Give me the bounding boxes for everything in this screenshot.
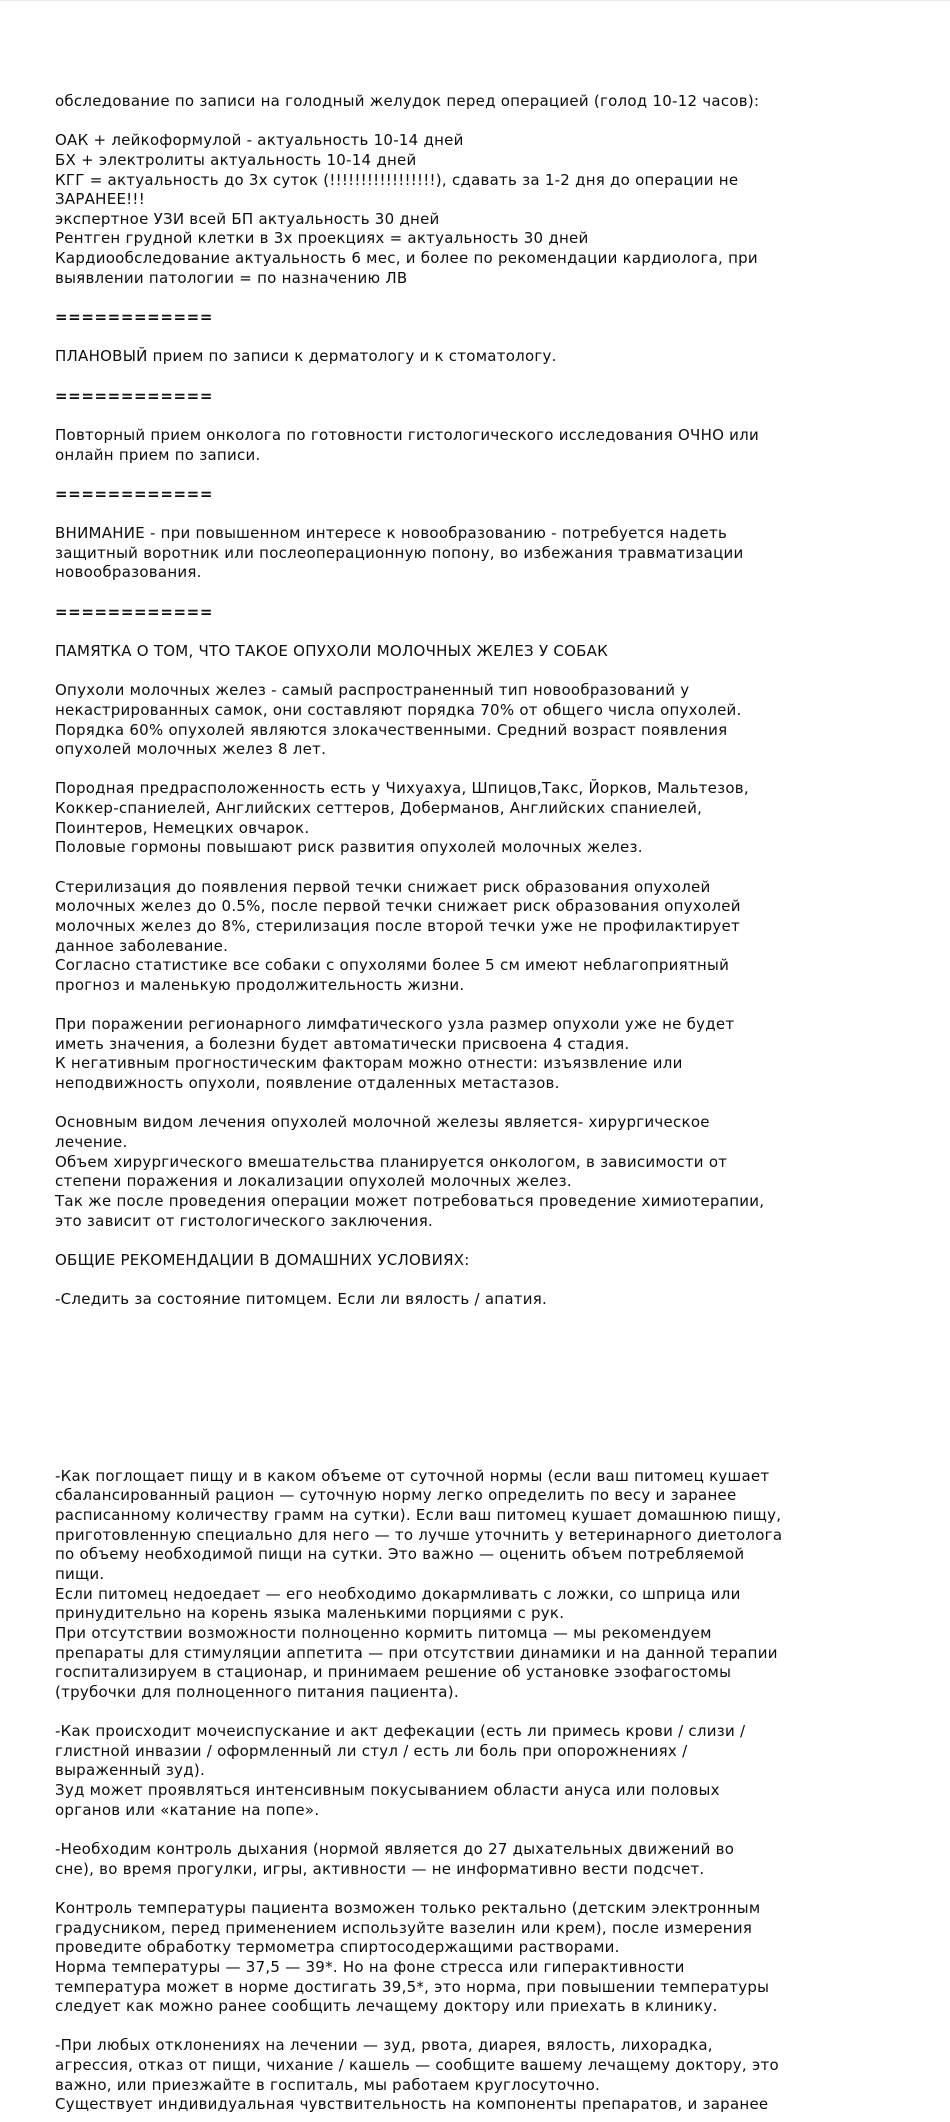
text-line: Породная предрасположенность есть у Чихуахуа, Шпицов,Такс, Йорков, Мальтезов, — [55, 779, 749, 798]
text-line: проведите обработку термометра спиртосодержащими растворами. — [55, 1938, 620, 1957]
blank-line — [55, 858, 855, 878]
text-line: молочных желез до 0.5%, после первой течки снижает риск образования опухолей — [55, 897, 741, 916]
text-line: иметь значения, а болезни будет автоматически присвоена 4 стадия. — [55, 1034, 630, 1053]
text-line: сне), во время прогулки, игры, активности — не информативно вести подсчет. — [55, 1859, 705, 1878]
text-line: степени поражения и локализации опухолей молочных желез. — [55, 1172, 572, 1191]
text-line: расписанному количеству грамм на сутки). Если ваш питомец кушает домашнюю пищу, — [55, 1506, 782, 1525]
text-line: пищи. — [55, 1565, 105, 1584]
blank-line — [55, 622, 855, 642]
text-line: -Следить за состояние питомцем. Если ли вялость / апатия. — [55, 1290, 548, 1309]
text-line: Опухоли молочных желез - самый распространенный тип новообразований у — [55, 681, 690, 700]
blank-line — [55, 583, 855, 603]
text-line: приготовленную специально для него — то лучше уточнить у ветеринарного диетолога — [55, 1525, 783, 1544]
text-line: органов или «катание на попе». — [55, 1800, 320, 1819]
text-line: Половые гормоны повышают риск развития опухолей молочных желез. — [55, 838, 643, 857]
text-line: При отсутствии возможности полноценно кормить питомца — мы рекомендуем — [55, 1623, 712, 1642]
text-line: К негативным прогностическим факторам можно отнести: изъязвление или — [55, 1054, 683, 1073]
section-separator: ============ — [55, 308, 214, 327]
text-line: Существует индивидуальная чувствительность на компоненты препаратов, и заранее — [55, 2095, 769, 2114]
text-line: ЗАРАНЕЕ!!! — [55, 190, 145, 209]
text-line: ОБЩИЕ РЕКОМЕНДАЦИИ В ДОМАШНИХ УСЛОВИЯХ: — [55, 1250, 470, 1269]
text-line: это зависит от гистологического заключения. — [55, 1211, 434, 1230]
text-line: молочных желез до 8%, стерилизация после второй течки уже не профилактирует — [55, 916, 741, 935]
text-line: Норма температуры — 37,5 — 39*. Но на фоне стресса или гиперактивности — [55, 1957, 685, 1976]
text-line: Контроль температуры пациента возможен только ректально (детским электронным — [55, 1898, 761, 1917]
text-line: данное заболевание. — [55, 936, 229, 955]
text-line: -При любых отклонениях на лечении — зуд, рвота, диарея, вялость, лихорадка, — [55, 2036, 713, 2055]
text-line: принудительно на корень языка маленькими порциями с рук. — [55, 1604, 565, 1623]
text-line: ПАМЯТКА О ТОМ, ЧТО ТАКОЕ ОПУХОЛИ МОЛОЧНЫХ ЖЕЛЕЗ У СОБАК — [55, 641, 609, 660]
blank-line — [55, 465, 855, 485]
text-line: Кардиообследование актуальность 6 мес, и более по рекомендации кардиолога, при — [55, 249, 758, 268]
text-line: При поражении регионарного лимфатического узла размер опухоли уже не будет — [55, 1015, 735, 1034]
text-line: Стерилизация до появления первой течки снижает риск образования опухолей — [55, 877, 711, 896]
document-body — [55, 92, 855, 2115]
text-line: по объему необходимой пищи на сутки. Это важно — оценить объем потребляемой — [55, 1545, 745, 1564]
text-line: БХ + электролиты актуальность 10-14 дней — [55, 150, 417, 169]
section-separator: ============ — [55, 602, 214, 621]
blank-line — [55, 1329, 855, 1349]
text-line: опухолей молочных желез 8 лет. — [55, 740, 327, 759]
blank-line — [55, 1094, 855, 1114]
text-line: ВНИМАНИЕ - при повышенном интересе к новообразованию - потребуется надеть — [55, 524, 728, 543]
text-line: Рентген грудной клетки в 3х проекциях = актуальность 30 дней — [55, 229, 589, 248]
text-line: Основным видом лечения опухолей молочной железы является- хирургическое — [55, 1113, 710, 1132]
text-line: -Как происходит мочеиспускание и акт дефекации (есть ли примесь крови / слизи / — [55, 1722, 746, 1741]
text-line: следует как можно ранее сообщить лечащему доктору или приехать в клинику. — [55, 1997, 718, 2016]
text-line: ОАК + лейкоформулой - актуальность 10-14 дней — [55, 131, 464, 150]
blank-line — [55, 504, 855, 524]
text-line: выраженный зуд). — [55, 1761, 205, 1780]
blank-line — [55, 1408, 855, 1428]
blank-line — [55, 1879, 855, 1899]
text-line: Согласно статистике все собаки с опухолями более 5 см имеют неблагоприятный — [55, 956, 730, 975]
text-line: градусником, перед применением используйте вазелин или крем), после измерения — [55, 1918, 753, 1937]
blank-line — [55, 406, 855, 426]
text-line: обследование по записи на голодный желудок перед операцией (голод 10-12 часов): — [55, 92, 760, 110]
blank-line — [55, 1447, 855, 1467]
text-line: температура может в норме достигать 39,5*, это норма, при повышении температуры — [55, 1977, 770, 1996]
text-line: Зуд может проявляться интенсивным покусыванием области ануса или половых — [55, 1781, 720, 1800]
section-separator: ============ — [55, 484, 214, 503]
text-line: прогноз и маленькую продолжительность жизни. — [55, 975, 465, 994]
text-line: ПЛАНОВЫЙ прием по записи к дерматологу и к стоматологу. — [55, 347, 557, 366]
text-line: защитный воротник или послеоперационную попону, во избежания травматизации — [55, 543, 744, 562]
text-line: Объем хирургического вмешательства планируется онкологом, в зависимости от — [55, 1152, 728, 1171]
blank-line — [55, 662, 855, 682]
blank-line — [55, 1270, 855, 1290]
blank-line — [55, 288, 855, 308]
blank-line — [55, 1349, 855, 1369]
text-line: (трубочки для полноценного питания пациента). — [55, 1682, 459, 1701]
section-separator: ============ — [55, 386, 214, 405]
text-line: Повторный прием онколога по готовности гистологического исследования ОЧНО или — [55, 425, 760, 444]
text-line: КГГ = актуальность до 3х суток (!!!!!!!!!!!!!!!!!), сдавать за 1-2 дня до операции не — [55, 170, 739, 189]
text-line: онлайн прием по записи. — [55, 445, 261, 464]
blank-line — [55, 1820, 855, 1840]
blank-line — [55, 1388, 855, 1408]
text-line: Порядка 60% опухолей являются злокачественными. Средний возраст появления — [55, 720, 728, 739]
text-line: сбалансированный рацион — суточную норму легко определить по весу и заранее — [55, 1486, 737, 1505]
blank-line — [55, 1369, 855, 1389]
blank-line — [55, 2017, 855, 2037]
text-line: выявлении патологии = по назначению ЛВ — [55, 268, 408, 287]
blank-line — [55, 1231, 855, 1251]
text-line: экспертное УЗИ всей БП актуальность 30 дней — [55, 209, 440, 228]
text-line: глистной инвазии / оформленный ли стул / есть ли боль при опорожнениях / — [55, 1741, 688, 1760]
blank-line — [55, 995, 855, 1015]
text-line: неподвижность опухоли, появление отдаленных метастазов. — [55, 1074, 560, 1093]
blank-line — [55, 367, 855, 387]
text-line: госпитализируем в стационар, и принимаем решение об установке эзофагостомы — [55, 1663, 732, 1682]
text-line: некастрированных самок, они составляют порядка 70% от общего числа опухолей. — [55, 700, 742, 719]
text-line: Поинтеров, Немецких овчарок. — [55, 818, 310, 837]
blank-line — [55, 1310, 855, 1330]
text-line: Коккер-спаниелей, Английских сеттеров, Доберманов, Английских спаниелей, — [55, 799, 703, 818]
blank-line — [55, 112, 855, 132]
blank-line — [55, 328, 855, 348]
text-line: лечение. — [55, 1132, 128, 1151]
text-line: агрессия, отказ от пищи, чихание / кашель — сообщите вашему лечащему доктору, это — [55, 2056, 779, 2075]
page-top-border — [0, 0, 950, 1]
blank-line — [55, 760, 855, 780]
text-line: новообразования. — [55, 563, 202, 582]
text-line: Если питомец недоедает — его необходимо докармливать с ложки, со шприца или — [55, 1584, 741, 1603]
text-line: важно, или приезжайте в госпиталь, мы работаем круглосуточно. — [55, 2075, 601, 2094]
text-line: -Как поглощает пищу и в каком объеме от суточной нормы (если ваш питомец кушает — [55, 1466, 770, 1485]
text-line: -Необходим контроль дыхания (нормой является до 27 дыхательных движений во — [55, 1840, 735, 1859]
blank-line — [55, 1703, 855, 1723]
blank-line — [55, 1428, 855, 1448]
text-line: Так же после проведения операции может потребоваться проведение химиотерапии, — [55, 1191, 765, 1210]
text-line: препараты для стимуляции аппетита — при отсутствии динамики и на данной терапии — [55, 1643, 778, 1662]
